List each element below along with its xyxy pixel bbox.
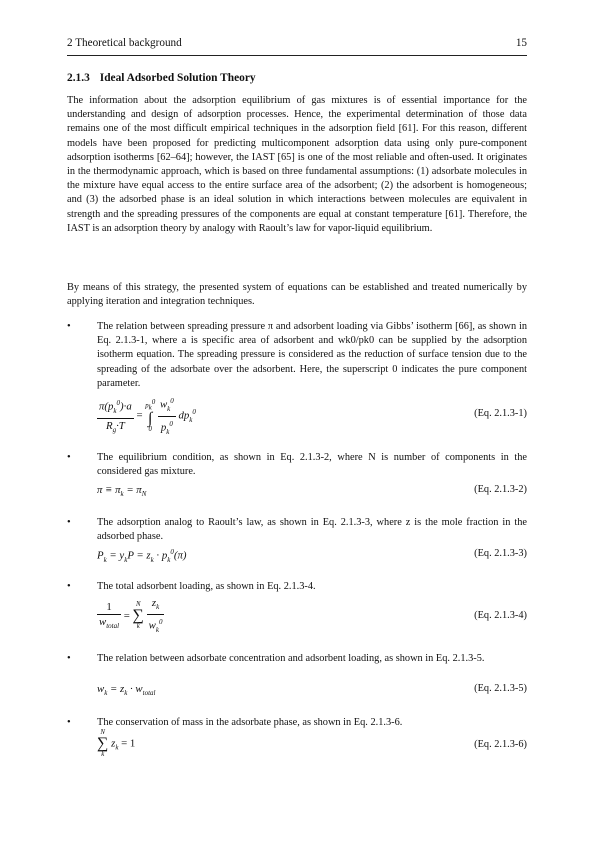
- header-rule: [67, 55, 527, 56]
- bullet-marker: •: [67, 581, 71, 592]
- bullet-marker: •: [67, 321, 71, 332]
- equation-6: [97, 729, 527, 769]
- equation-formula: N ∑ k $z_k = 1$: [97, 729, 136, 758]
- list-item-text: The adsorption analog to Raoult’s law, as shown in Eq. 2.1.3-3, where z is the mole fraction in the adsorbed phase.: [97, 517, 527, 543]
- bullet-marker: •: [67, 717, 71, 728]
- equation-label: (Eq. 2.1.3-5): [474, 683, 527, 694]
- equation-4: [97, 596, 527, 636]
- section-heading: [67, 72, 256, 84]
- section-number: 2.1.3: [67, 72, 90, 84]
- bullet-marker: •: [67, 452, 71, 463]
- equation-label: (Eq. 2.1.3-1): [474, 408, 527, 419]
- equation-formula: $\frac{\pi(p_k^0)\cdot a}{R_g\cdot T}$ = $p_k^0$ ∫ 0 $\frac{w_k^0}{p_k^0}$ $dp_k^0$: [97, 394, 196, 439]
- equation-formula: $\frac{1}{w_{total}}$ = N ∑ k $\frac{z_k}{w_k^0}$: [99, 597, 163, 634]
- equation-label: (Eq. 2.1.3-2): [474, 484, 527, 495]
- strategy-paragraph: By means of this strategy, the presented system of equations can be established and treated numerically by applying iteration and integration techniques.: [67, 282, 527, 308]
- list-item-text: The total adsorbent loading, as shown in Eq. 2.1.3-4.: [97, 581, 316, 592]
- bullet-marker: •: [67, 517, 71, 528]
- page-number: 15: [515, 37, 527, 49]
- equation-label: (Eq. 2.1.3-6): [474, 739, 527, 750]
- equation-formula: $w_k = z_k \cdot w_{total}$: [97, 683, 156, 698]
- list-item-text: The conservation of mass in the adsorbate phase, as shown in Eq. 2.1.3-6.: [97, 717, 403, 728]
- bullet-marker: •: [67, 653, 71, 664]
- list-item-text: The relation between adsorbate concentration and adsorbent loading, as shown in Eq. 2.1.3-5.: [97, 653, 485, 664]
- chapter-title: 2 Theoretical background: [67, 37, 182, 49]
- running-header: [67, 37, 527, 53]
- list-item-text: The equilibrium condition, as shown in Eq. 2.1.3-2, where N is number of components in the considered gas mixture.: [97, 452, 527, 478]
- equation-1: [97, 394, 527, 434]
- equation-formula: $P_k = y_kP = z_k \cdot p_k^0(\pi)$: [97, 548, 187, 564]
- list-item-text: The relation between spreading pressure π and adsorbent loading via Gibbs’ isotherm [66], as shown in Eq. 2.1.3-1, where a is specific area of adsorbent and wk0/pk0 can be supplied by the adsorption isotherm equation. The spreading pressure is considered as the reduction of surface tension due to the spreading of the adsorbate over the adsorbent. Here, the superscript 0 indicates the pure component parameter.: [97, 321, 527, 389]
- section-title: Ideal Adsorbed Solution Theory: [99, 72, 256, 84]
- equation-formula: $\pi \equiv \pi_k = \pi_N$: [97, 484, 147, 499]
- equation-label: (Eq. 2.1.3-3): [474, 548, 527, 559]
- intro-paragraph: The information about the adsorption equilibrium of gas mixtures is of essential importance for the understanding and design of adsorption processes. Hence, the experimental determination of those data remains one of the most difficult empirical techniques in the adsorption field [61]. For this reason, different models have been proposed for predicting multicomponent adsorption data using only pure-component adsorption isotherms [62–64]; however, the IAST [65] is one of the most reliable and often-used. It originates in the thermodynamic approach, which is based on three fundamental assumptions: (1) adsorbate molecules in the mixture have equal access to the entire surface area of the adsorbent; (2) the adsorbent is homogeneous; and (3) the adsorbed phase is an ideal solution in which interactions between molecules are equivalent in strength and the spreading pressures of the components are equal at constant temperature [61]. Therefore, the IAST is an adsorption theory by analogy with Raoult’s law for vapor-liquid equilibrium.: [67, 95, 527, 234]
- equation-label: (Eq. 2.1.3-4): [474, 610, 527, 621]
